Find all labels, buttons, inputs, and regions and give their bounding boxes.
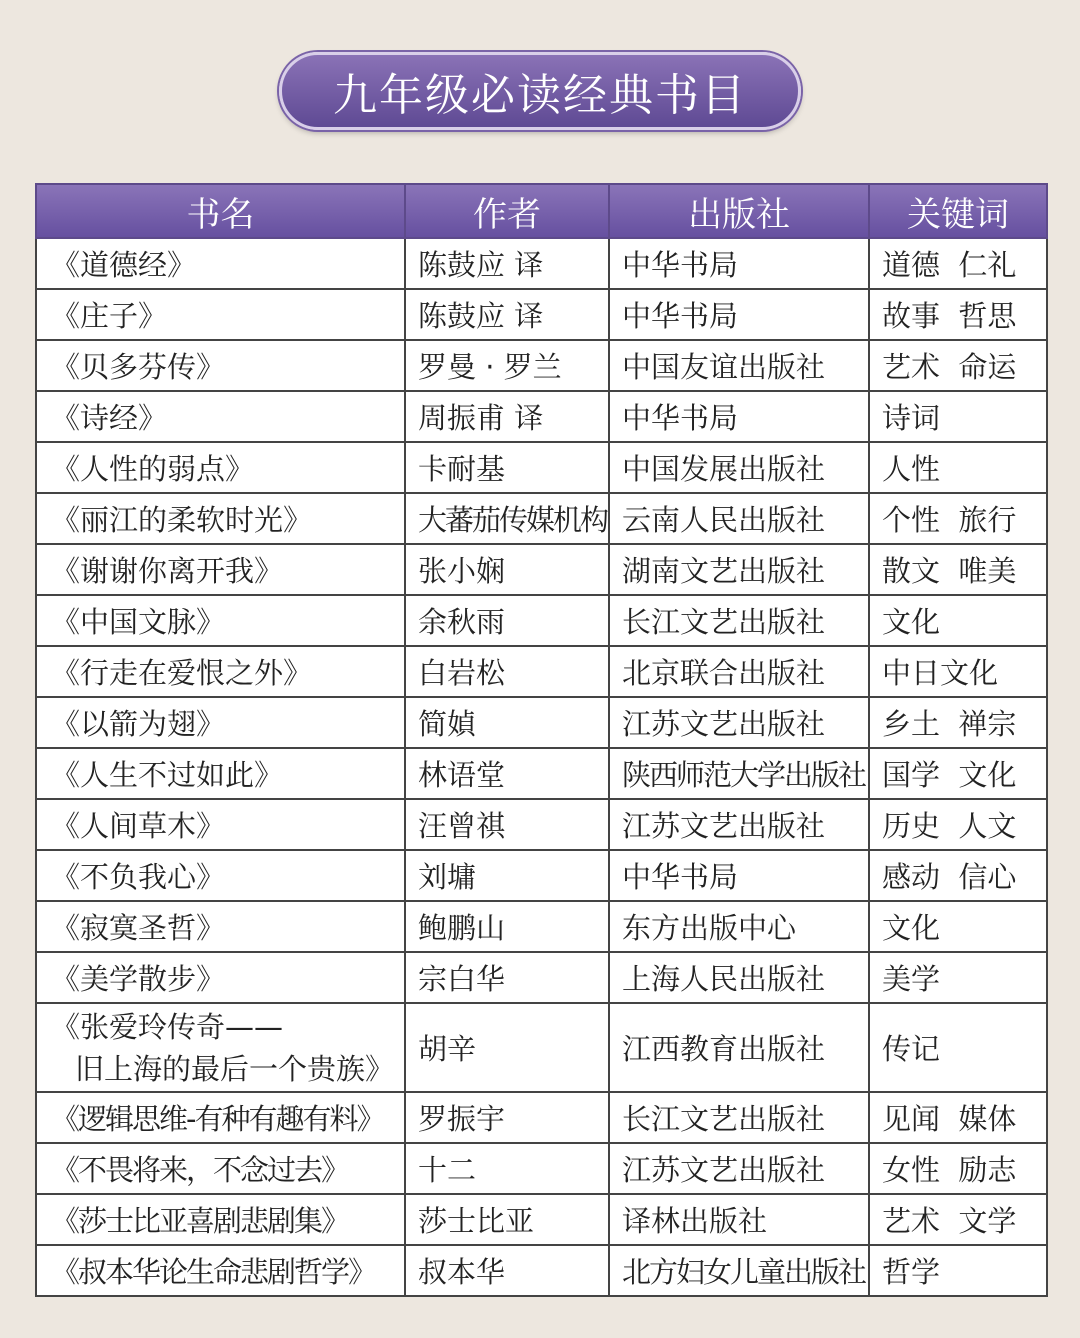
- keywords-cell: 国学 文化: [869, 748, 1047, 799]
- keywords-cell: 散文 唯美: [869, 544, 1047, 595]
- table-row: [36, 391, 1047, 442]
- keywords-cell: 故事 哲思: [869, 289, 1047, 340]
- book-title-cell: 《庄子》: [36, 289, 405, 340]
- author-cell: 十二: [405, 1143, 609, 1194]
- header-keywords: 关键词: [869, 184, 1047, 238]
- publisher-cell: 陕西师范大学出版社: [609, 748, 869, 799]
- publisher-cell: 江西教育出版社: [609, 1003, 869, 1092]
- keywords-cell: 感动 信心: [869, 850, 1047, 901]
- keywords-cell: 艺术 文学: [869, 1194, 1047, 1245]
- table-row: [36, 1194, 1047, 1245]
- book-title-line-2: 旧上海的最后一个贵族》: [75, 1051, 395, 1086]
- book-title-cell: 《美学散步》: [36, 952, 405, 1003]
- book-title-cell: 《行走在爱恨之外》: [36, 646, 405, 697]
- author-cell: 刘墉: [405, 850, 609, 901]
- keywords-cell: 乡土 禅宗: [869, 697, 1047, 748]
- author-cell: 林语堂: [405, 748, 609, 799]
- publisher-cell: 云南人民出版社: [609, 493, 869, 544]
- table-header-row: [36, 184, 1047, 238]
- book-title-cell: 《叔本华论生命悲剧哲学》: [36, 1245, 405, 1296]
- book-title-line-1: 《张爱玲传奇——: [51, 1009, 284, 1044]
- author-cell: 白岩松: [405, 646, 609, 697]
- page-title-banner: [279, 52, 801, 130]
- keywords-cell: 美学: [869, 952, 1047, 1003]
- book-title-cell: 《逻辑思维-有种有趣有料》: [36, 1092, 405, 1143]
- book-title-cell: 《丽江的柔软时光》: [36, 493, 405, 544]
- book-title-cell: 《不畏将来，不念过去》: [36, 1143, 405, 1194]
- keywords-cell: 见闻 媒体: [869, 1092, 1047, 1143]
- author-cell: 宗白华: [405, 952, 609, 1003]
- table-row: [36, 952, 1047, 1003]
- table-row: [36, 850, 1047, 901]
- table-row: [36, 1092, 1047, 1143]
- publisher-cell: 上海人民出版社: [609, 952, 869, 1003]
- author-cell: 叔本华: [405, 1245, 609, 1296]
- author-cell: 罗曼 · 罗兰: [405, 340, 609, 391]
- publisher-cell: 东方出版中心: [609, 901, 869, 952]
- keywords-cell: 哲学: [869, 1245, 1047, 1296]
- author-cell: 陈鼓应 译: [405, 238, 609, 289]
- keywords-cell: 人性: [869, 442, 1047, 493]
- publisher-cell: 江苏文艺出版社: [609, 697, 869, 748]
- book-title-cell: 《人性的弱点》: [36, 442, 405, 493]
- table-row: [36, 1143, 1047, 1194]
- publisher-cell: 北方妇女儿童出版社: [609, 1245, 869, 1296]
- publisher-cell: 译林出版社: [609, 1194, 869, 1245]
- author-cell: 陈鼓应 译: [405, 289, 609, 340]
- keywords-cell: 个性 旅行: [869, 493, 1047, 544]
- publisher-cell: 湖南文艺出版社: [609, 544, 869, 595]
- table-row: [36, 289, 1047, 340]
- publisher-cell: 江苏文艺出版社: [609, 799, 869, 850]
- author-cell: 莎士比亚: [405, 1194, 609, 1245]
- page-title: 九年级必读经典书目: [333, 70, 747, 121]
- author-cell: 卡耐基: [405, 442, 609, 493]
- table-row: [36, 238, 1047, 289]
- book-title-cell: 《不负我心》: [36, 850, 405, 901]
- publisher-cell: 中华书局: [609, 238, 869, 289]
- table-row: [36, 697, 1047, 748]
- keywords-cell: 道德 仁礼: [869, 238, 1047, 289]
- publisher-cell: 江苏文艺出版社: [609, 1143, 869, 1194]
- book-title-cell: 《以箭为翅》: [36, 697, 405, 748]
- header-publisher: 出版社: [609, 184, 869, 238]
- keywords-cell: 传记: [869, 1003, 1047, 1092]
- keywords-cell: 诗词: [869, 391, 1047, 442]
- book-title-cell: 《诗经》: [36, 391, 405, 442]
- author-cell: 罗振宇: [405, 1092, 609, 1143]
- author-cell: 周振甫 译: [405, 391, 609, 442]
- book-title-cell: 《中国文脉》: [36, 595, 405, 646]
- publisher-cell: 长江文艺出版社: [609, 1092, 869, 1143]
- keywords-cell: 文化: [869, 595, 1047, 646]
- table-row: [36, 442, 1047, 493]
- table-row: [36, 646, 1047, 697]
- author-cell: 张小娴: [405, 544, 609, 595]
- author-cell: 鲍鹏山: [405, 901, 609, 952]
- author-cell: 大蕃茄传媒机构: [405, 493, 609, 544]
- header-author: 作者: [405, 184, 609, 238]
- publisher-cell: 中华书局: [609, 289, 869, 340]
- book-list-table: [35, 183, 1048, 1297]
- book-title-cell: 《道德经》: [36, 238, 405, 289]
- table-row: [36, 493, 1047, 544]
- header-book-title: 书名: [36, 184, 405, 238]
- publisher-cell: 长江文艺出版社: [609, 595, 869, 646]
- table-row: [36, 595, 1047, 646]
- book-title-cell: 《寂寞圣哲》: [36, 901, 405, 952]
- table-row: [36, 1003, 1047, 1092]
- table-row: [36, 799, 1047, 850]
- book-title-cell: 《人间草木》: [36, 799, 405, 850]
- author-cell: 汪曾祺: [405, 799, 609, 850]
- publisher-cell: 中国友谊出版社: [609, 340, 869, 391]
- book-title-cell: [36, 1003, 405, 1092]
- table-row: [36, 901, 1047, 952]
- publisher-cell: 中国发展出版社: [609, 442, 869, 493]
- book-title-cell: 《莎士比亚喜剧悲剧集》: [36, 1194, 405, 1245]
- table-row: [36, 544, 1047, 595]
- publisher-cell: 中华书局: [609, 850, 869, 901]
- book-title-cell: 《贝多芬传》: [36, 340, 405, 391]
- book-title-cell: 《谢谢你离开我》: [36, 544, 405, 595]
- keywords-cell: 文化: [869, 901, 1047, 952]
- keywords-cell: 中日文化: [869, 646, 1047, 697]
- author-cell: 胡辛: [405, 1003, 609, 1092]
- table-row: [36, 748, 1047, 799]
- book-title-cell: 《人生不过如此》: [36, 748, 405, 799]
- publisher-cell: 中华书局: [609, 391, 869, 442]
- publisher-cell: 北京联合出版社: [609, 646, 869, 697]
- author-cell: 余秋雨: [405, 595, 609, 646]
- table-row: [36, 340, 1047, 391]
- table-row: [36, 1245, 1047, 1296]
- keywords-cell: 历史 人文: [869, 799, 1047, 850]
- keywords-cell: 艺术 命运: [869, 340, 1047, 391]
- author-cell: 简媜: [405, 697, 609, 748]
- keywords-cell: 女性 励志: [869, 1143, 1047, 1194]
